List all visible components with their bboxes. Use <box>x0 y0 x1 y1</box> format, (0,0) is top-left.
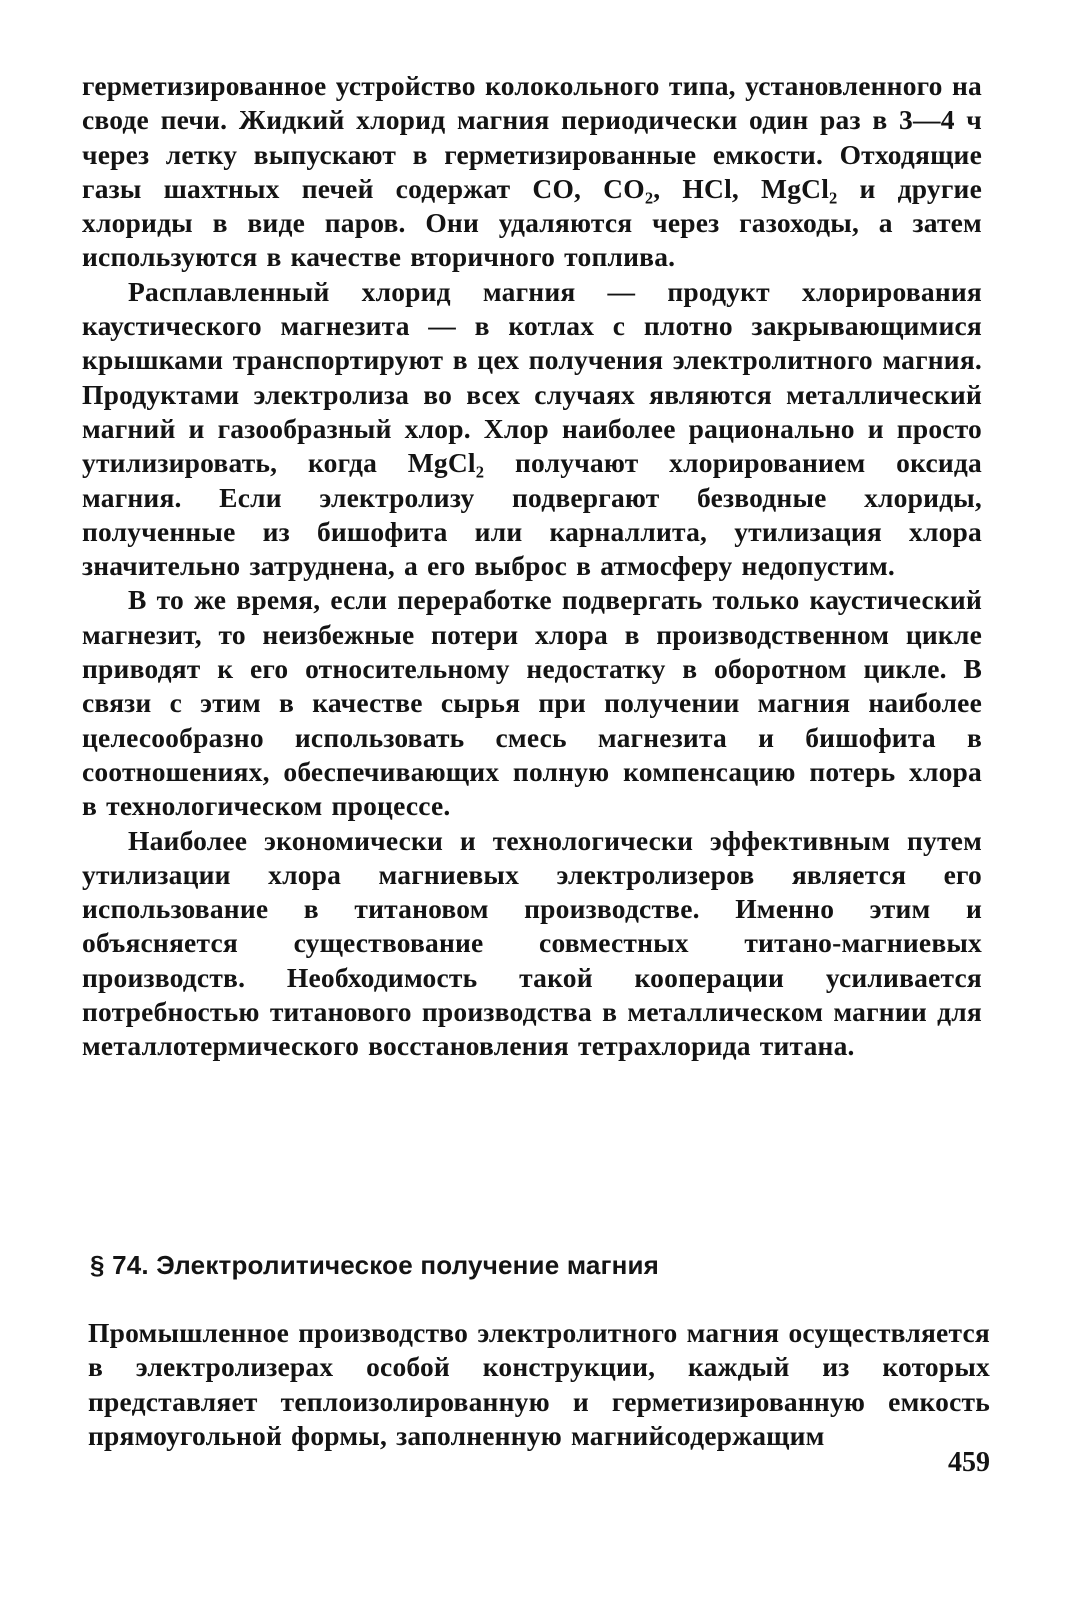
body-text-bottom <box>88 1316 990 1453</box>
paragraph-3: В то же время, если переработке подвергать только каустический магнезит, то неизбежные потери хлора в производственном цикле приводят к его относительному недостатку в оборотном цикле. В связи с этим в качестве сырья при получении магния наиболее целесообразно использовать смесь магнезита и бишофита в соотношениях, обеспечивающих полную компенсацию потерь хлора в технологическом процессе. <box>82 584 982 822</box>
paragraph-2: Расплавленный хлорид магния — продукт хлорирования каустического магнезита — в котлах с плотно закрывающимися крышками транспортируют в цех получения электролитного магния. Продуктами электролиза во всех случаях являются металлический магний и газообразный хлор. Хлор наиболее рационально и просто утилизировать, когда MgCl₂ получают хлорированием оксида магния. Если электролизу подвергают безводные хлориды, полученные из бишофита или карналлита, утилизация хлора значительно затруднена, а его выброс в атмосферу недопустим. <box>82 275 982 582</box>
paragraph-4: Наиболее экономически и технологически эффективным путем утилизации хлора магниевых электролизеров является его использование в титановом производстве. Именно этим и объясняется существование совместных титано-магниевых производств. Необходимость такой кооперации усиливается потребностью титанового производства в металлическом магнии для металлотермического восстановления тетрахлорида титана. <box>82 824 982 1062</box>
body-text-top <box>82 69 982 1064</box>
page-number: 459 <box>948 1447 990 1478</box>
paragraph-5: Промышленное производство электролитного магния осуществляется в электролизерах особой конструкции, каждый из которых представляет теплоизолированную и герметизированную емкость прямоугольной формы, заполненную магнийсодержащим <box>88 1317 990 1451</box>
paragraph-1: герметизированное устройство колокольного типа, установленного на своде печи. Жидкий хлорид магния периодически один раз в 3—4 ч через летку выпускают в герметизированные емкости. Отходящие газы шахтных печей содержат CO, CO₂, HCl, MgCl₂ и другие хлориды в виде паров. Они удаляются через газоходы, а затем используются в качестве вторичного топлива. <box>82 70 982 273</box>
section-heading: § 74. Электролитическое получение магния <box>90 1250 660 1280</box>
